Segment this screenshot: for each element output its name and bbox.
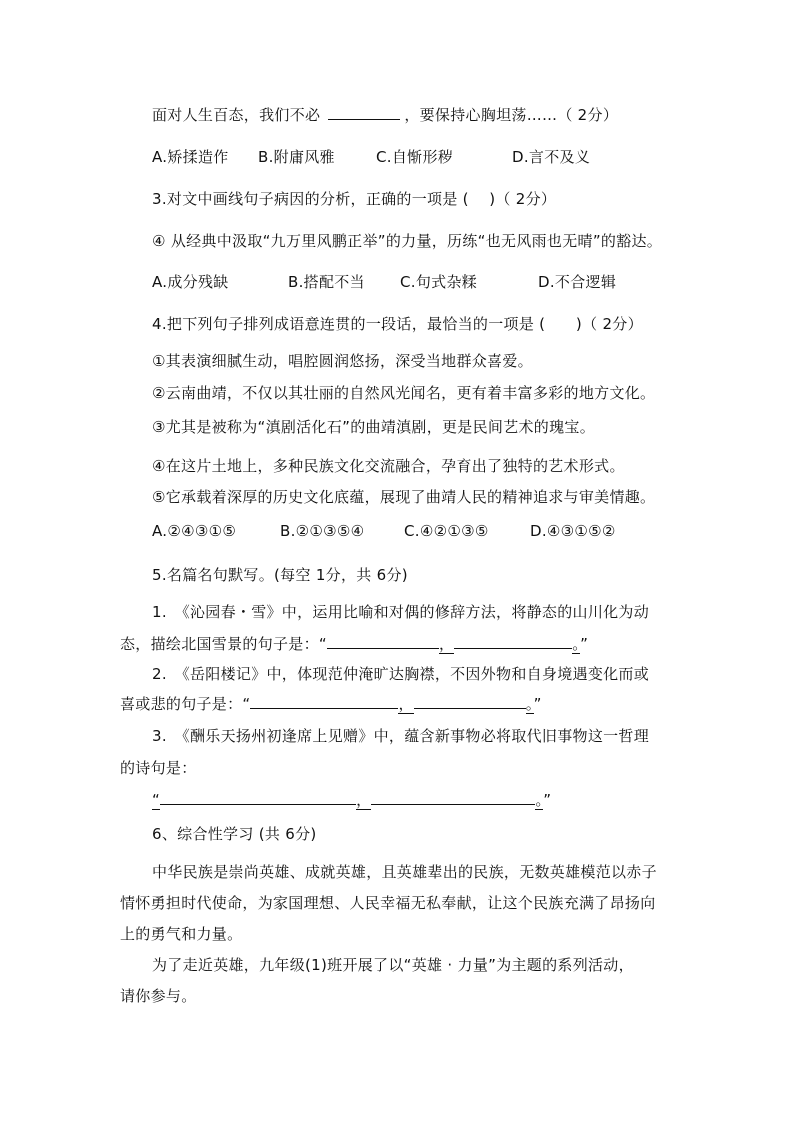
close-quote: ” (543, 791, 552, 809)
q3-option-d: D.不合逻辑 (538, 273, 617, 291)
q5-item1-line2 (120, 634, 588, 654)
q5-item2-line1: 2. 《岳阳楼记》中，体现范仲淹旷达胸襟，不因外物和自身境遇变化而或 (152, 665, 650, 683)
q4-option-a: A.②④③①⑤ (152, 522, 237, 540)
q3-underlined-sentence: ④ 从经典中汲取“九万里风鹏正举”的力量，历练“也无风雨也无晴”的豁达。 (152, 232, 663, 250)
open-quote: “ (152, 791, 161, 809)
q4-option-d: D.④③①⑤② (530, 522, 616, 540)
q6-para1-line3: 上的勇气和力量。 (120, 925, 243, 943)
q5-item1-blank-1[interactable] (327, 634, 439, 649)
q2-option-b: B.附庸风雅 (258, 148, 335, 166)
q2-stem-part-b: ，要保持心胸坦荡……（ 2分） (404, 106, 619, 124)
q5-item3-line1: 3. 《酬乐天扬州初逢席上见赠》中，蕴含新事物必将取代旧事物这一哲理 (152, 727, 650, 745)
q2-answer-blank[interactable] (328, 105, 400, 120)
q5-title: 5.名篇名句默写。(每空 1分，共 6分) (152, 566, 408, 584)
q2-stem-part-a: 面对人生百态，我们不必 (152, 106, 321, 124)
q4-stem: 4.把下列句子排列成语意连贯的一段话，最恰当的一项是 ( )（ 2分） (152, 315, 643, 333)
q5-item3-blank-2[interactable] (371, 790, 535, 805)
q5-item2-blank-2[interactable] (414, 694, 526, 709)
q3-option-a: A.成分残缺 (152, 273, 229, 291)
q6-para1-line1: 中华民族是崇尚英雄、成就英雄，且英雄辈出的民族，无数英雄模范以赤子 (152, 863, 657, 881)
q6-para1-line2: 情怀勇担时代使命，为家国理想、人民幸福无私奉献，让这个民族充满了昂扬向 (120, 894, 656, 912)
q5-item2-line2 (120, 694, 542, 714)
q3-option-b: B.搭配不当 (288, 273, 365, 291)
q2-stem (152, 105, 618, 125)
comma: ， (438, 635, 455, 653)
q4-sentence-5: ⑤它承载着深厚的历史文化底蕴，展现了曲靖人民的精神追求与审美情趣。 (152, 488, 656, 506)
q5-item1-prompt: 态，描绘北国雪景的句子是： (120, 635, 319, 653)
q2-options (152, 147, 590, 167)
q5-item2-blank-1[interactable] (250, 694, 398, 709)
q6-para2-line1: 为了走近英雄，九年级(1)班开展了以“英雄 · 力量”为主题的系列活动， (152, 956, 634, 974)
q5-item3-blank-1[interactable] (160, 790, 356, 805)
q4-option-b: B.②①③⑤④ (280, 522, 365, 540)
q3-stem: 3.对文中画线句子病因的分析，正确的一项是 ( )（ 2分） (152, 190, 557, 208)
period: 。 (572, 635, 581, 653)
close-quote: ” (580, 635, 589, 653)
close-quote: ” (533, 695, 542, 713)
q4-sentence-4: ④在这片土地上，多种民族文化交流融合，孕育出了独特的艺术形式。 (152, 457, 625, 475)
q5-item2-prompt: 喜或悲的句子是： (120, 695, 243, 713)
q4-sentence-3: ③尤其是被称为“滇剧活化石”的曲靖滇剧，更是民间艺术的瑰宝。 (152, 418, 595, 436)
q4-sentence-1: ①其表演细腻生动，唱腔圆润悠扬，深受当地群众喜爱。 (152, 352, 533, 370)
comma: ， (398, 695, 414, 713)
open-quote: “ (242, 695, 251, 713)
q2-option-a: A.矫揉造作 (152, 148, 229, 166)
open-quote: “ (318, 635, 327, 653)
q2-option-d: D.言不及义 (512, 148, 591, 166)
q4-option-c: C.④②①③⑤ (404, 522, 489, 540)
q5-item3-line2: 的诗句是： (120, 759, 197, 777)
q2-option-c: C.自惭形秽 (376, 148, 454, 166)
q4-options (152, 521, 616, 541)
q6-para2-line2: 请你参与。 (120, 987, 197, 1005)
q5-item3-answer-line (152, 790, 551, 810)
q5-item1-line1: 1. 《沁园春・雪》中，运用比喻和对偶的修辞方法，将静态的山川化为动 (152, 603, 650, 621)
q6-title: 6、综合性学习 (共 6分) (152, 825, 317, 843)
q4-sentence-2: ②云南曲靖，不仅以其壮丽的自然风光闻名，更有着丰富多彩的地方文化。 (152, 384, 656, 402)
q5-item1-blank-2[interactable] (454, 634, 572, 649)
period: 。 (535, 791, 544, 809)
q3-options (152, 272, 616, 292)
period: 。 (525, 695, 534, 713)
comma: ， (356, 791, 372, 809)
q3-option-c: C.句式杂糅 (400, 273, 478, 291)
